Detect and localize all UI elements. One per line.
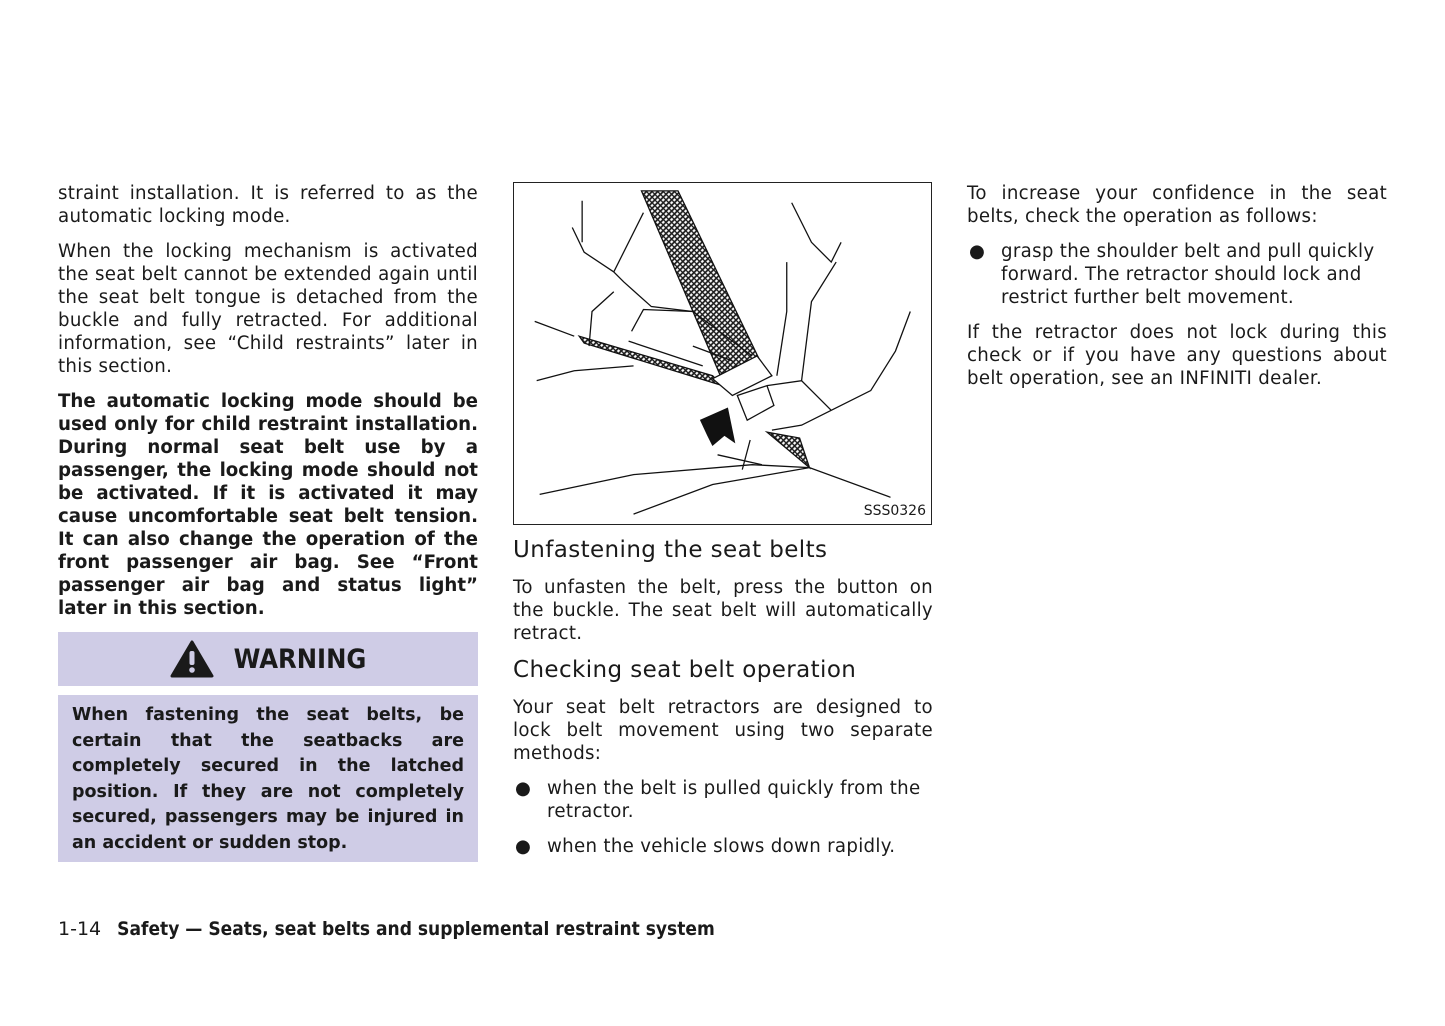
paragraph-bold: The automatic locking mode should be used only for child restraint installation. During normal seat belt use by a passenger, the locking mode should not be activated. If it is activated it may cause uncomfortable seat belt tension. It can also change the operation of the front passenger air bag. See “Front passenger air bag and status light” later in this section. xyxy=(58,391,478,619)
page-footer xyxy=(58,918,715,940)
list-item xyxy=(967,240,1387,309)
bullet-icon: ● xyxy=(969,241,986,262)
seat-belt-illustration xyxy=(513,182,932,525)
section-heading: Unfastening the seat belts xyxy=(513,537,828,563)
bullet-list xyxy=(513,777,933,858)
paragraph: When the locking mechanism is activated the seat belt cannot be extended again until the seat belt tongue is detached from the buckle and fully retracted. For additional information, see “Child restraints” later in this section. xyxy=(58,241,478,377)
bullet-icon: ● xyxy=(515,778,532,799)
list-item-text: when the vehicle slows down rapidly. xyxy=(547,836,896,857)
warning-text: When fastening the seat belts, be certain that the seatbacks are completely secured in the latched position. If they are not completely secured, passengers may be injured in an accident or sudden stop. xyxy=(58,695,478,862)
list-item xyxy=(513,835,933,858)
bullet-list xyxy=(967,240,1387,309)
section-title: Safety — Seats, seat belts and supplemental restraint system xyxy=(117,918,715,940)
list-item xyxy=(513,777,933,823)
paragraph: straint installation. It is referred to as the automatic locking mode. xyxy=(58,183,478,227)
page-number: 1-14 xyxy=(58,918,102,940)
right-column xyxy=(967,182,1387,402)
list-item-text: when the belt is pulled quickly from the retractor. xyxy=(547,778,921,822)
left-column xyxy=(58,182,478,862)
paragraph: To increase your confidence in the seat belts, check the operation as follows: xyxy=(967,183,1387,227)
middle-column xyxy=(513,182,933,870)
paragraph: If the retractor does not lock during this check or if you have any questions about belt operation, see an INFINITI dealer. xyxy=(967,322,1387,389)
paragraph: To unfasten the belt, press the button on the buckle. The seat belt will automatically retract. xyxy=(513,577,933,644)
list-item-text: grasp the shoulder belt and pull quickly forward. The retractor should lock and restrict further belt movement. xyxy=(1001,241,1375,308)
figure-code: SSS0326 xyxy=(863,503,926,519)
warning-triangle-icon xyxy=(170,640,214,678)
paragraph: Your seat belt retractors are designed to lock belt movement using two separate methods: xyxy=(513,697,933,764)
bullet-icon: ● xyxy=(515,836,532,857)
section-heading: Checking seat belt operation xyxy=(513,657,857,683)
warning-title: WARNING xyxy=(233,643,367,675)
warning-header xyxy=(58,632,478,686)
